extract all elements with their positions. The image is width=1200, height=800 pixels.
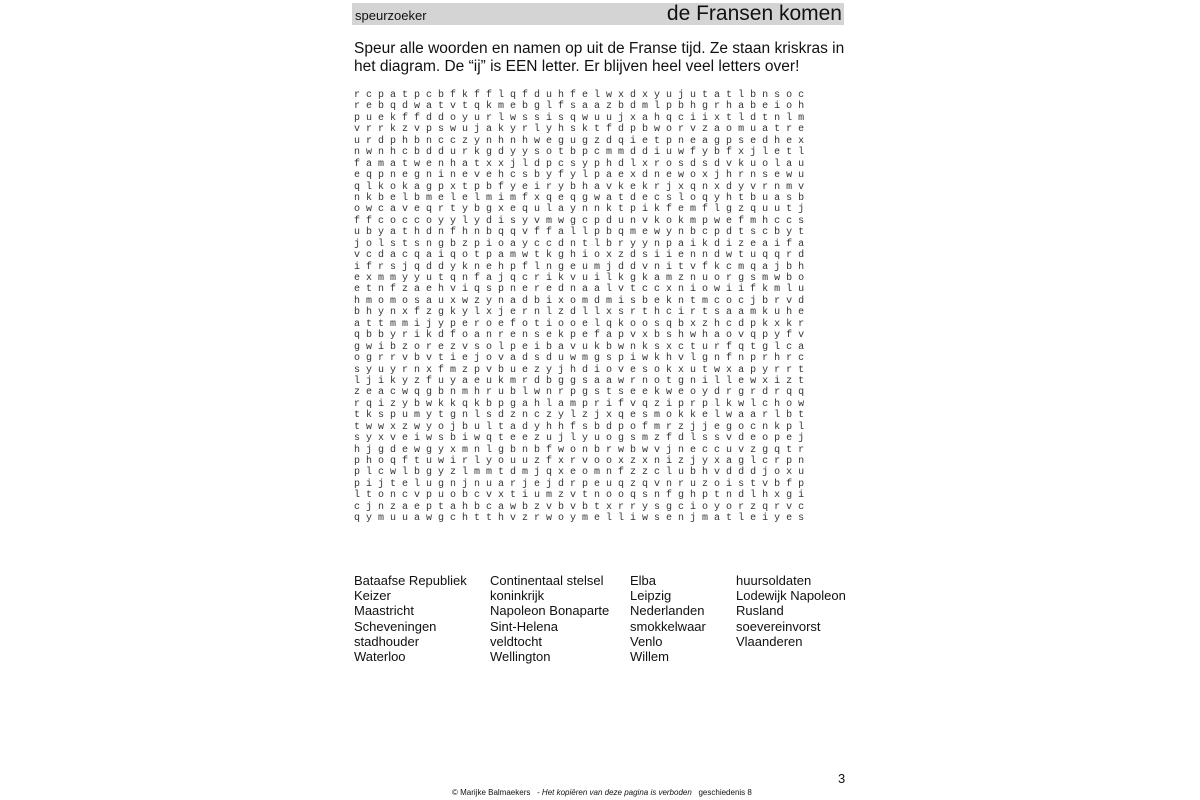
grid-row: u b y a t h d n f h n b q q v f f a l l p b q m e w y n b c p d t s c b y t (354, 227, 805, 239)
grid-row: s y x v e i w s b i w q t e e z u j l y u o g s m z f d l s s v d e o p e j (354, 433, 805, 445)
grid-row: q b b y r i k d f o a n r e n s e k p e f a p v x b s h w h a o v q p y f v (354, 330, 805, 342)
instructions (354, 40, 846, 76)
grid-row: p u e k f f d d o y u r l w s s i s q w u u j x a h q c i i x t l d t n l m (354, 112, 805, 124)
grid-row: o w c a v e q r t y b g x e q u l a y n n k t p i k f e m f l g z q u u t j (354, 204, 805, 216)
grid-row: n w n h c b d d u r k g d y y s o t b p c m m d d i u w f y b f x j l e t l (354, 147, 805, 159)
word-list-item: Wellington (490, 649, 551, 665)
grid-row: l j i k y z f u y a e u k m r d b g g s a a w r n o t g n i l l e w x i z t (354, 375, 805, 387)
grid-row: r c p a t p c b f k f f l q f d u h f e l w x d x y u j u t a t l b n s o c (354, 90, 805, 101)
word-list-item: Willem (630, 649, 669, 665)
grid-row: h j g d e w g y x m n l g b n b f w o n b r w b w v j n e c c u v z g q t r (354, 444, 805, 456)
grid-row: t k s p u m y t g n l s d z n c z y l z j x q e s m o k k e l w a a r l b t (354, 410, 805, 422)
word-list-item: Venlo (630, 633, 663, 649)
grid-row: j o l s t s n g b z p i o a y c c d n t l b r y y n p a i k d i z e a i f a (354, 238, 805, 250)
word-list-item: Waterloo (354, 649, 406, 665)
grid-row: f a m a t w e n h a t x x j l d p c s y p h d l x r o s d s d v k u o l a u (354, 158, 805, 170)
word-list-item: Nederlanden (630, 603, 705, 619)
word-list-item: Napoleon Bonaparte (490, 603, 610, 619)
word-list-item: Maastricht (354, 603, 414, 619)
instructions-line-2: het diagram. De “ij” is EEN letter. Er blijven heel veel letters over! (354, 58, 800, 75)
page-title: de Fransen komen (666, 2, 842, 25)
grid-row: p h o q f t u w i r l y o u u z f x r v o o x z x n i z j y x a g l c r p n (354, 456, 805, 467)
word-search-grid (354, 90, 844, 525)
grid-row: p l c w l b g y z l m m t d m j q x e o m n f z z c l u b h v d d d j o x u (354, 467, 805, 479)
grid-row: b h y n x f z g k y l x j e r n l z d l l x s r t h c i r t s a a m k u h e (354, 307, 805, 319)
grid-row: z e a c w q g b n m h r u b l w n r p g s t s e e k w e o y d r g r d r q q (354, 387, 805, 399)
grid-row: c j n z a e p t a h b c a w b z v b v b t x r r y s g c i o y o r z q r v c (354, 501, 805, 513)
page-number: 3 (838, 771, 846, 786)
word-list-item: koninkrijk (490, 588, 545, 604)
footer-notice: - Het kopiëren van deze pagina is verboden (537, 788, 692, 797)
word-list-item: Scheveningen (354, 618, 437, 634)
word-list-item: Vlaanderen (736, 633, 803, 649)
word-list-item: stadhouder (354, 633, 420, 649)
word-list-item: smokkelwaar (630, 618, 706, 634)
word-list-item: Elba (630, 573, 657, 588)
grid-row: e t n f z a e h v i q s p n e r e d n a a l v t c c x n i o w i i f k m l u (354, 284, 805, 296)
word-list-item: Keizer (354, 588, 391, 604)
word-list-column-2 (490, 573, 609, 664)
footer-copyright: © Marijke Balmaekers (452, 788, 531, 797)
grid-row: s y u y r n x f m z p v b u e z y j h d i o v e s o k x u t w x a p y r r t (354, 364, 805, 376)
word-list-item: Lodewijk Napoleon (736, 588, 846, 604)
word-list-column-4 (736, 573, 846, 649)
instructions-line-1: Speur alle woorden en namen op uit de Franse tijd. Ze staan kriskras in (354, 40, 845, 57)
word-list-item: soevereinvorst (736, 618, 821, 634)
grid-row: v r r k z v p s w u j a k y r l y h s k t f d p b w o r v z a o m u a t r e (354, 124, 805, 136)
grid-row: p i j t e l u g n j n u a r j e j d r p e u q z q v n r u z o i s t v b f p (354, 478, 805, 490)
word-list-item: Leipzig (630, 588, 672, 604)
grid-row: e q p n e g n i n e v e h c s b y f y l p a e x d n e w o x j h r n s e w u (354, 170, 805, 182)
word-list-item: huursoldaten (736, 573, 812, 588)
word-list-item: veldtocht (490, 633, 543, 649)
grid-row: t w w x z w y o j b u l t a d y h h f s b d p o f m r z j j e g o c n k p l (354, 421, 805, 433)
word-list-column-1 (354, 573, 467, 664)
grid-row: r e b q d w a t v t q k m e b g l f s a a z b d m l p b h g r h a b e i o h (354, 101, 805, 113)
section-label: speurzoeker (355, 8, 427, 23)
grid-row: i f r s j q d d y k n e h p f l n g e u m j d d v n i t v f k c m q a j b h (354, 261, 805, 273)
grid-row: h m o m o s a u x w z y n a d b i x o m d m i s b e k n t m c o c j b r v d (354, 295, 805, 307)
word-list-item: Sint-Helena (490, 618, 558, 634)
grid-row: e x m m y y u t q n f a j q c r i k v u i l k g k a m z n u o r g s m w b o (354, 273, 805, 284)
grid-row: o g r r v b v t i e j o v a d s d u w m g s p i w k h v l g n f n p r h r c (354, 353, 805, 365)
word-list-item: Bataafse Republiek (354, 573, 467, 588)
grid-row: q l k o k a g p x t p b f y e i r y b h a v k e k r j x q n x d y v r n m v (354, 181, 805, 193)
footer-subject: geschiedenis 8 (698, 788, 752, 797)
word-list-column-3 (630, 573, 706, 664)
grid-row: g w i b z o r e z v s o l p e i b a v u k b w n k s x c t u r f q t g l c a (354, 341, 805, 353)
grid-row: l t o n c v p u o b c v x t i u m z v t n o o q s n f g h p t n d l h x g i (354, 490, 805, 502)
grid-row: r q i z y b w k k q k b p g a h l a m p r i f v q z i p r p l k w l c h o w (354, 398, 805, 410)
grid-row: f f c o c c o y y l y d i s y v m w g c p d u n v k o k m p w e f m h c c s (354, 215, 805, 227)
grid-row: u r d p h b n c c z y n h n h w e g u g z d q i e t p n e a g p s e d h e x (354, 135, 805, 147)
grid-row: q y m u u a w g c h t t h v z r w o y m e l l i w s e n j m a t l e i y e s (354, 513, 805, 525)
grid-row: n k b e l b m e l e l m i m f x q e q g w a t d e c s l o q y h t b u a s b (354, 192, 805, 204)
word-list-item: Continentaal stelsel (490, 573, 604, 588)
word-list-item: Rusland (736, 603, 784, 619)
grid-row: a t t m m i j y p e r o e f o t i o o e l q k o o s q b x z h c d p k x k r (354, 318, 805, 330)
worksheet-page (352, 0, 844, 800)
grid-row: v c d a c q a i q o t p a m w t k g h i o x z d s i i e n n d w t u q q r d (354, 250, 805, 262)
header-bar (352, 3, 844, 25)
footer (452, 788, 752, 797)
